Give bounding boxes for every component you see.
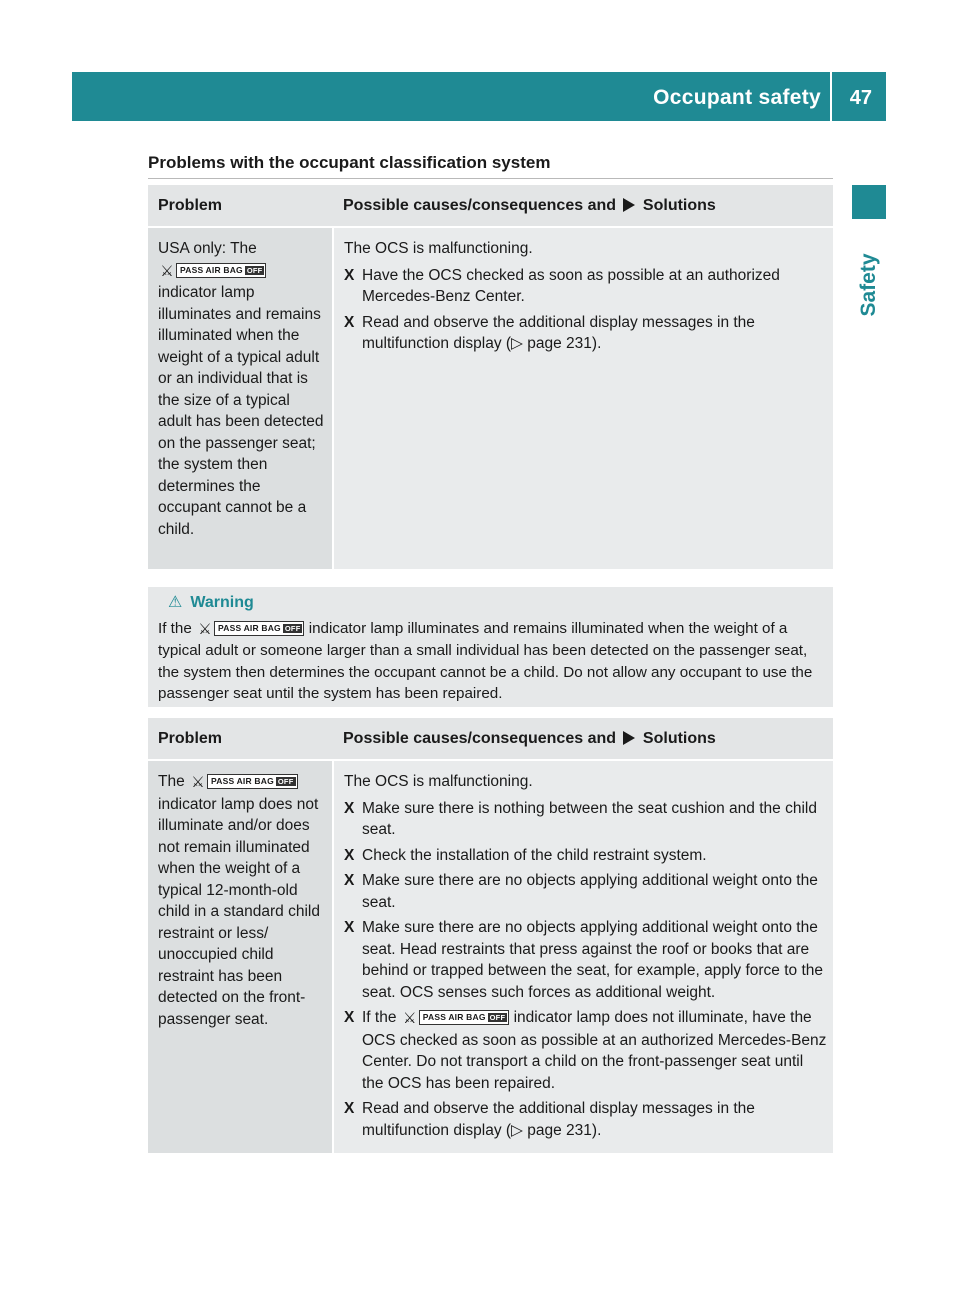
- problem-prefix: USA only: The: [158, 240, 257, 257]
- step-x-icon: X: [344, 1100, 355, 1117]
- step-x-icon: X: [344, 313, 355, 331]
- occupant-person-icon: ⚔: [403, 1010, 417, 1027]
- problem-cell: [148, 760, 333, 1153]
- step-x-icon: X: [344, 266, 355, 284]
- side-tab: [852, 235, 886, 335]
- problem-cell: [148, 227, 333, 569]
- step-x-icon: X: [344, 799, 355, 817]
- header-problem: Problem: [148, 718, 333, 760]
- warning-title: ⚠ Warning: [168, 592, 823, 614]
- step-x-icon: X: [344, 846, 355, 864]
- list-item: X Read and observe the additional display messages in the multifunction display (▷ page 231).: [344, 313, 755, 352]
- problem-text: indicator lamp illuminates and remains illuminated when the weight of a typical adult or an individual that is the size of a typical adult has been detected on the passenger seat; the system then determines the occupant cannot be a child.: [158, 284, 324, 538]
- solution-intro: The OCS is malfunctioning.: [344, 240, 533, 257]
- problem-prefix: The: [158, 773, 185, 790]
- list-item: X Make sure there are no objects applying additional weight onto the seat.: [344, 872, 818, 911]
- header-title: Occupant safety: [653, 86, 821, 109]
- step-x-icon: X: [344, 872, 355, 889]
- arrow-right-icon: [623, 198, 635, 212]
- side-tab-label: Safety: [857, 253, 880, 317]
- section-title: Problems with the occupant classification system: [148, 153, 551, 172]
- pass-air-bag-off-badge: PASS AIR BAG OFF: [176, 263, 266, 278]
- solution-intro: The OCS is malfunctioning.: [344, 773, 533, 790]
- list-item: X Make sure there is nothing between the seat cushion and the child seat.: [344, 799, 817, 838]
- list-item: X Make sure there are no objects applying additional weight onto the seat. Head restraints that press against the roof or books that are behind or trapped between the seat, for example, apply force to the seat. OCS senses such forces as additional weight.: [344, 919, 823, 1001]
- step-x-icon: X: [344, 919, 355, 936]
- list-item: X Read and observe the additional display messages in the multifunction display (▷ page 231).: [344, 1100, 755, 1139]
- list-item: X Check the installation of the child restraint system.: [344, 845, 827, 867]
- table-row: [148, 227, 833, 569]
- problems-table-1: [148, 185, 833, 569]
- arrow-right-icon: [623, 731, 635, 745]
- solution-cell: [333, 760, 833, 1153]
- problems-table-2: [148, 718, 833, 1153]
- header-causes: Possible causes/consequences and Solutions: [333, 185, 833, 227]
- header-bar: [72, 72, 886, 121]
- page-number: 47: [849, 87, 872, 109]
- section-divider: [148, 178, 833, 179]
- table-header-row: [148, 718, 833, 760]
- list-item: X Have the OCS checked as soon as possible at an authorized Mercedes-Benz Center.: [344, 266, 780, 305]
- side-marker: [852, 185, 886, 219]
- occupant-person-icon: ⚔: [160, 262, 174, 280]
- header-problem: Problem: [148, 185, 333, 227]
- header-causes: Possible causes/consequences and Solutions: [333, 718, 833, 760]
- table-row: [148, 760, 833, 1153]
- problem-text: indicator lamp does not illuminate and/or does not remain illuminated when the weight of a typical 12-month-old child in a standard child restraint or less/ unoccupied child restraint has been detected on the front-passenger seat.: [158, 795, 320, 1028]
- warning-box: [148, 587, 833, 707]
- list-item: X If the ⚔ PASS AIR BAG OFF indicator lamp does not illuminate, have the OCS checked as soon as possible at an authorized Mercedes-Benz Center. Do not transport a child on the front-passenger seat until the OCS has been repaired.: [344, 1009, 827, 1092]
- step-x-icon: X: [344, 1009, 355, 1026]
- pass-air-bag-off-badge: PASS AIR BAG OFF: [419, 1010, 509, 1025]
- header-divider: [830, 72, 832, 121]
- warning-triangle-icon: ⚠: [168, 594, 183, 611]
- table-header-row: [148, 185, 833, 227]
- warning-text: If the ⚔ PASS AIR BAG OFF indicator lamp illuminates and remains illuminated when the weight of a typical adult or someone larger than a small individual has been detected on the passenger seat, the system then determines the occupant cannot be a child. Do not allow any occupant to use the passenger seat until the system has been repaired.: [158, 619, 813, 702]
- occupant-person-icon: ⚔: [191, 774, 205, 791]
- solution-cell: [333, 227, 833, 569]
- pass-air-bag-off-badge: PASS AIR BAG OFF: [207, 774, 297, 789]
- pass-air-bag-off-badge: PASS AIR BAG OFF: [214, 621, 304, 636]
- occupant-person-icon: ⚔: [198, 620, 212, 638]
